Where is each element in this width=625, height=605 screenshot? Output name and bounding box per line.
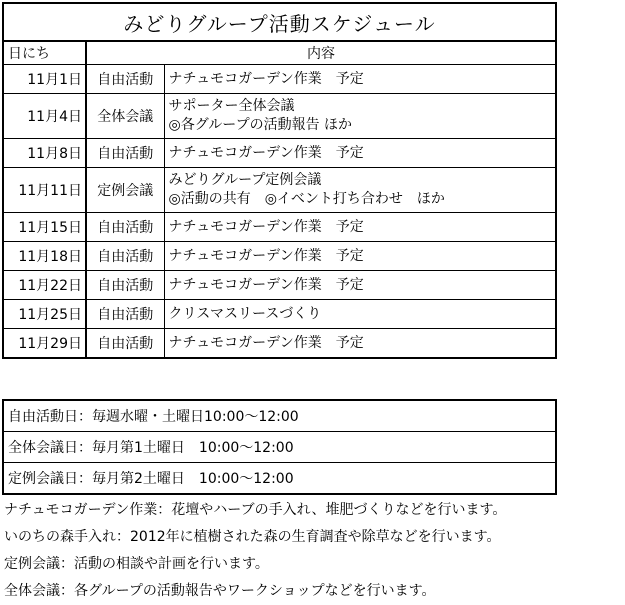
row-date: 11月11日 <box>4 168 86 213</box>
hours-regular-meeting: 定例会議日：毎月第2土曜日 10:00～12:00 <box>8 471 294 487</box>
table-row <box>4 242 555 271</box>
table-row <box>4 168 555 213</box>
hours-free-activity: 自由活動日：毎週水曜・土曜日10:00～12:00 <box>4 401 555 432</box>
row-content: ナチュモコガーデン作業 予定 <box>164 213 555 242</box>
table-row <box>4 213 555 242</box>
table-row <box>4 65 555 94</box>
activity-notes <box>4 497 624 605</box>
row-date: 11月25日 <box>4 300 86 329</box>
row-date: 11月22日 <box>4 271 86 300</box>
row-type: 自由活動 <box>86 329 164 358</box>
row-type: 自由活動 <box>86 213 164 242</box>
schedule-table-container <box>2 2 557 359</box>
row-date: 11月29日 <box>4 329 86 358</box>
row-date: 11月4日 <box>4 94 86 139</box>
row-type: 全体会議 <box>86 94 164 139</box>
row-content: ナチュモコガーデン作業 予定 <box>164 65 555 94</box>
row-content: クリスマスリースづくり <box>164 300 555 329</box>
table-row <box>4 329 555 358</box>
row-date: 11月8日 <box>4 139 86 168</box>
note-forest-care: いのちの森手入れ：2012年に植樹された森の生育調査や除草などを行います。 <box>4 529 501 545</box>
schedule-table <box>4 42 555 357</box>
table-row <box>4 300 555 329</box>
note-general-meeting: 全体会議：各グループの活動報告やワークショップなどを行います。 <box>4 583 436 599</box>
row-date: 11月1日 <box>4 65 86 94</box>
note-regular-meeting: 定例会議：活動の相談や計画を行います。 <box>4 556 269 572</box>
row-type: 定例会議 <box>86 168 164 213</box>
row-content: ナチュモコガーデン作業 予定 <box>164 329 555 358</box>
row-content: サポーター全体会議 ◎各グループの活動報告 ほか <box>164 94 555 139</box>
table-row <box>4 271 555 300</box>
row-content: ナチュモコガーデン作業 予定 <box>164 242 555 271</box>
row-date: 11月18日 <box>4 242 86 271</box>
row-content: みどりグループ定例会議 ◎活動の共有 ◎イベント打ち合わせ ほか <box>164 168 555 213</box>
table-header-row <box>4 42 555 65</box>
note-garden-work: ナチュモコガーデン作業：花壇やハーブの手入れ、堆肥づくりなどを行います。 <box>4 502 507 518</box>
meeting-hours-box <box>2 399 557 495</box>
row-content: ナチュモコガーデン作業 予定 <box>164 271 555 300</box>
hours-general-meeting: 全体会議日：毎月第1土曜日 10:00～12:00 <box>4 432 555 463</box>
row-type: 自由活動 <box>86 242 164 271</box>
schedule-title: みどりグループ活動スケジュール <box>4 4 555 42</box>
row-date: 11月15日 <box>4 213 86 242</box>
row-content: ナチュモコガーデン作業 予定 <box>164 139 555 168</box>
table-row <box>4 139 555 168</box>
row-type: 自由活動 <box>86 139 164 168</box>
row-type: 自由活動 <box>86 300 164 329</box>
table-row <box>4 94 555 139</box>
header-date: 日にち <box>4 42 86 65</box>
row-type: 自由活動 <box>86 65 164 94</box>
row-type: 自由活動 <box>86 271 164 300</box>
header-content: 内容 <box>86 42 555 65</box>
